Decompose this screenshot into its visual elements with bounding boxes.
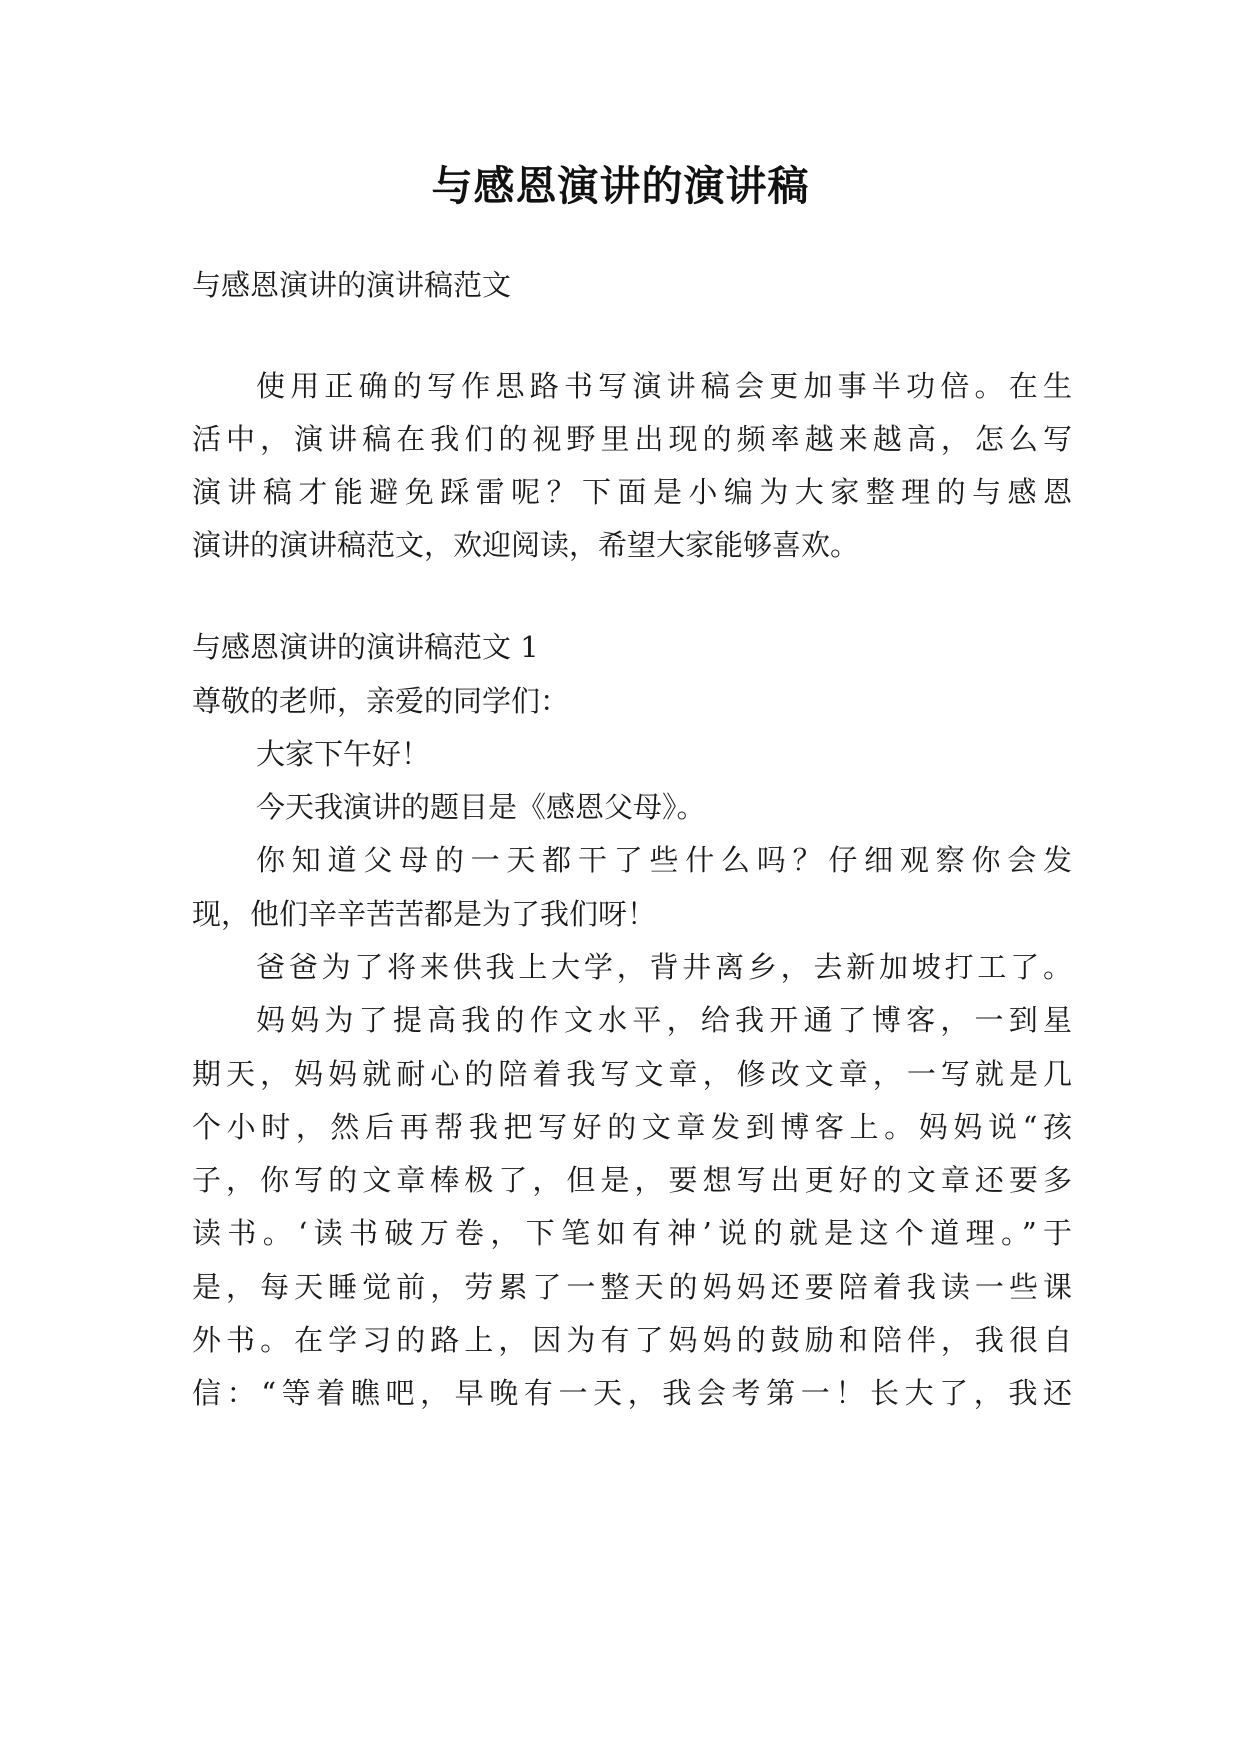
topic-line: 今天我演讲的题目是《感恩父母》。 — [256, 790, 706, 824]
para2-line-1: 爸爸为了将来供我上大学，背井离乡，去新加坡打工了。 — [256, 950, 1072, 984]
para3-line-5: 读书。‘读书破万卷，下笔如有神’说的就是这个道理。”于 — [192, 1216, 1072, 1250]
para3-line-6: 是，每天睡觉前，劳累了一整天的妈妈还要陪着我读一些课 — [192, 1270, 1072, 1304]
greeting: 大家下午好！ — [256, 737, 431, 771]
para3-line-1: 妈妈为了提高我的作文水平，给我开通了博客，一到星 — [256, 1003, 1072, 1037]
document-subtitle: 与感恩演讲的演讲稿范文 — [192, 268, 512, 302]
intro-line-2: 活中，演讲稿在我们的视野里出现的频率越来越高，怎么写 — [192, 422, 1072, 456]
salutation: 尊敬的老师，亲爱的同学们： — [192, 684, 570, 718]
intro-line-1: 使用正确的写作思路书写演讲稿会更加事半功倍。在生 — [256, 369, 1072, 403]
intro-line-3: 演讲稿才能避免踩雷呢？下面是小编为大家整理的与感恩 — [192, 475, 1072, 509]
para3-line-8: 信：“等着瞧吧，早晚有一天，我会考第一！长大了，我还 — [192, 1376, 1072, 1410]
para3-line-2: 期天，妈妈就耐心的陪着我写文章，修改文章，一写就是几 — [192, 1057, 1072, 1091]
para1-line-2: 现，他们辛辛苦苦都是为了我们呀！ — [192, 897, 657, 931]
para1-line-1: 你知道父母的一天都干了些什么吗？仔细观察你会发 — [256, 843, 1072, 877]
para3-line-4: 子，你写的文章棒极了，但是，要想写出更好的文章还要多 — [192, 1163, 1072, 1197]
para3-line-7: 外书。在学习的路上，因为有了妈妈的鼓励和陪伴，我很自 — [192, 1323, 1072, 1357]
para3-line-3: 个小时，然后再帮我把写好的文章发到博客上。妈妈说“孩 — [192, 1110, 1072, 1144]
intro-line-4: 演讲的演讲稿范文，欢迎阅读，希望大家能够喜欢。 — [192, 528, 860, 562]
document-title: 与感恩演讲的演讲稿 — [431, 162, 810, 210]
section-heading: 与感恩演讲的演讲稿范文 1 — [192, 630, 539, 664]
